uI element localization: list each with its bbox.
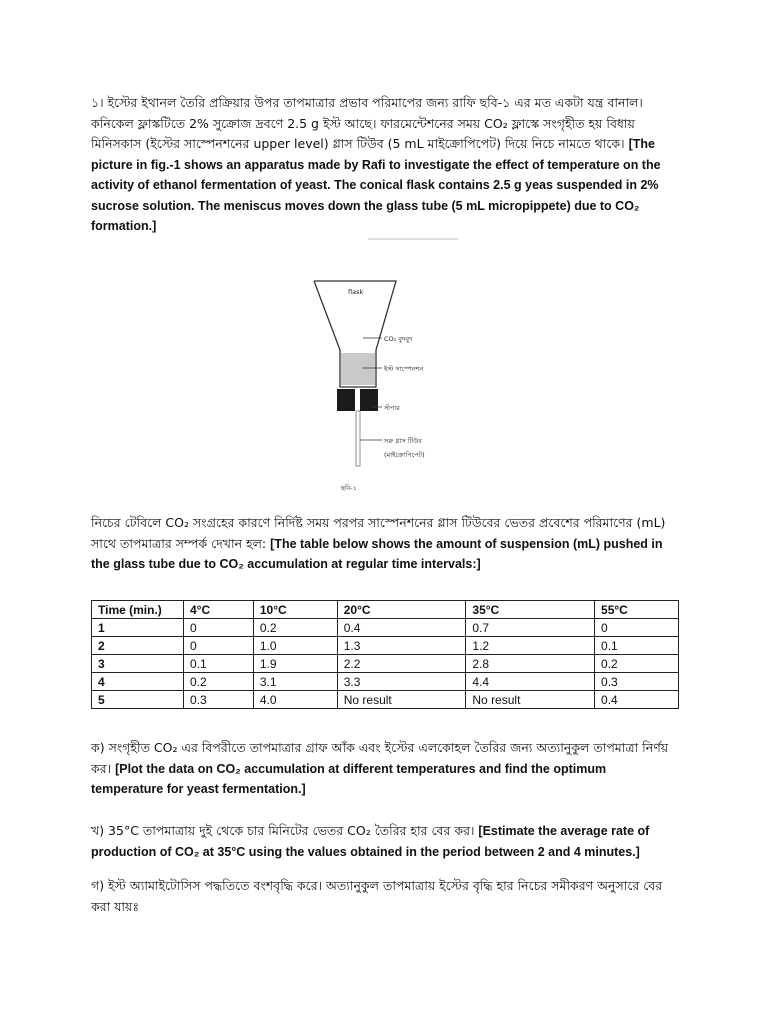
table-cell: 0	[595, 619, 679, 637]
table-cell: 1.0	[253, 637, 337, 655]
header-4c: 4°C	[184, 601, 254, 619]
flask-label: flask	[348, 288, 364, 296]
table-cell: 1.9	[253, 655, 337, 673]
question-c	[91, 876, 681, 917]
table-row	[92, 673, 679, 691]
stopper-label: স্টপার	[384, 404, 400, 412]
table-intro	[91, 513, 681, 575]
table-cell: 3	[92, 655, 184, 673]
glass-tube	[356, 411, 360, 466]
table-cell: 0.7	[466, 619, 595, 637]
question-b	[91, 821, 681, 862]
table-row	[92, 619, 679, 637]
table-cell: 2.2	[337, 655, 466, 673]
header-35c: 35°C	[466, 601, 595, 619]
table-cell: 0.2	[184, 673, 254, 691]
table-cell: 0.1	[595, 637, 679, 655]
header-10c: 10°C	[253, 601, 337, 619]
table-row	[92, 655, 679, 673]
table-cell: 1	[92, 619, 184, 637]
data-table	[91, 600, 679, 709]
table-cell: 0	[184, 619, 254, 637]
table-cell: 0.3	[184, 691, 254, 709]
table-cell: 3.3	[337, 673, 466, 691]
glass-tube-label: সরু গ্লাস টিউব	[384, 437, 422, 445]
question-a-en: [Plot the data on CO₂ accumulation at different temperatures and find the optimum temperature for yeast fermentation.]	[91, 761, 607, 796]
table-cell: 0.4	[595, 691, 679, 709]
table-header-row	[92, 601, 679, 619]
table-cell: 2	[92, 637, 184, 655]
table-cell: 0.4	[337, 619, 466, 637]
co2-bubbles-label: CO₂ বুদবুদ	[384, 335, 413, 343]
table-cell: 4	[92, 673, 184, 691]
yeast-suspension-label: ইস্ট সাস্পেনশন	[384, 365, 424, 373]
question-b-bn: খ) 35°C তাপমাত্রায় দুই থেকে চার মিনিটের ভেতর CO₂ তৈরির হার বের কর।	[91, 823, 475, 838]
table-cell: 0.1	[184, 655, 254, 673]
table-cell: No result	[337, 691, 466, 709]
question-a-bn: ক) সংগৃহীত CO₂ এর বিপরীতে তাপমাত্রার গ্রাফ আঁক এবং ইস্টের এলকোহল তৈরির জন্য অত্যানুকুল তাপমাত্রা নির্ণয় কর।	[91, 740, 669, 776]
table-cell: 3.1	[253, 673, 337, 691]
table-row	[92, 691, 679, 709]
question-intro-bn: ১। ইস্টের ইথানল তৈরি প্রক্রিয়ার উপর তাপমাত্রার প্রভাব পরিমাপের জন্য রাফি ছবি-১ এর মত একটা যন্ত্র বানাল। কনিকেল ফ্লাস্কটিতে 2% সুক্রোজ দ্রবণে 2.5 g ইস্ট আছে। ফারমেন্টেশনের সময় CO₂ ফ্লাস্কে সংগৃহীত হয় বিধায় মিনিসকাস (ইস্টের সাস্পেনশনের upper level) গ্লাস টিউব (5 mL মাইক্রোপিপেট) দিয়ে নিচে নামতে থাকে।	[91, 95, 643, 151]
figure-caption: ছবি-১	[341, 484, 357, 492]
question-c-bn: গ) ইস্ট অ্যামাইটোসিস পদ্ধতিতে বংশবৃদ্ধি করে। অত্যানুকুল তাপমাত্রায় ইস্টের বৃদ্ধি হার নিচের সমীকরণ অনুসারে বের করা যায়ঃ	[91, 878, 663, 914]
table-cell: 4.4	[466, 673, 595, 691]
table-cell: 5	[92, 691, 184, 709]
micropipette-label: (মাইক্রোপিপেট)	[384, 451, 425, 459]
table-cell: 2.8	[466, 655, 595, 673]
table-cell: 0.3	[595, 673, 679, 691]
table-intro-en: [The table below shows the amount of suspension (mL) pushed in the glass tube due to CO₂ accumulation at regular time intervals:]	[91, 536, 663, 571]
table-cell: No result	[466, 691, 595, 709]
stopper	[337, 389, 378, 411]
table-cell: 0	[184, 637, 254, 655]
table-cell: 0.2	[595, 655, 679, 673]
table-cell: 1.3	[337, 637, 466, 655]
header-time: Time (min.)	[92, 601, 184, 619]
header-55c: 55°C	[595, 601, 679, 619]
table-intro-bn: নিচের টেবিলে CO₂ সংগ্রহের কারণে নির্দিষ্ট সময় পরপর সাস্পেনশনের গ্লাস টিউবের ভেতর প্রবেশের পরিমাণের (mL) সাথে তাপমাত্রার সম্পর্ক দেখান হল:	[91, 515, 666, 551]
yeast-suspension	[341, 353, 376, 385]
figure-apparatus	[300, 232, 500, 497]
table-cell: 0.2	[253, 619, 337, 637]
table-cell: 1.2	[466, 637, 595, 655]
table-row	[92, 637, 679, 655]
apparatus-diagram	[300, 232, 500, 497]
question-intro-en: [The picture in fig.-1 shows an apparatus made by Rafi to investigate the effect of temperature on the activity of ethanol fermentation of yeast. The conical flask contains 2.5 g yeas suspended in 2% sucrose solution. The meniscus moves down the glass tube (5 mL micropippete) due to CO₂ formation.]	[91, 137, 661, 233]
question-a	[91, 738, 681, 800]
question-b-en: [Estimate the average rate of production of CO₂ at 35°C using the values obtained in the period between 2 and 4 minutes.]	[91, 824, 650, 859]
header-20c: 20°C	[337, 601, 466, 619]
table-cell: 4.0	[253, 691, 337, 709]
question-intro	[91, 93, 681, 237]
